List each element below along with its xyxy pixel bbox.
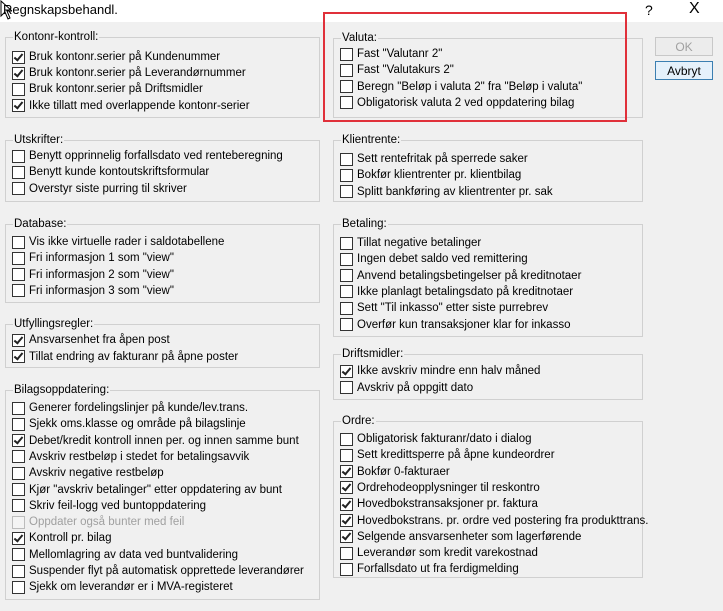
window-title: Regnskapsbehandl. [3, 2, 118, 17]
checkbox-unchecked-icon[interactable] [340, 449, 353, 462]
checkbox-betaling-1[interactable] [340, 235, 481, 251]
checkbox-label: Sett kredittsperre på åpne kundeordrer [357, 449, 555, 462]
checkbox-label: Sett rentefritak på sperrede saker [357, 153, 528, 165]
checkbox-label: Ikke tillatt med overlappende kontonr-serier [29, 99, 250, 112]
checkbox-kontonr-4[interactable] [12, 98, 250, 114]
checkbox-database-2[interactable] [12, 250, 174, 266]
checkbox-bilagsoppdatering-1[interactable] [12, 400, 248, 416]
checkbox-unchecked-icon[interactable] [340, 302, 353, 315]
cancel-button[interactable]: Avbryt [655, 61, 713, 80]
checkbox-checked-icon[interactable] [340, 481, 353, 494]
checkbox-unchecked-icon[interactable] [12, 268, 25, 281]
checkbox-checked-icon[interactable] [340, 465, 353, 478]
checkbox-unchecked-icon[interactable] [340, 169, 353, 182]
checkbox-checked-icon[interactable] [340, 498, 353, 511]
checkbox-unchecked-icon[interactable] [340, 269, 353, 282]
checkbox-label: Avskriv negative restbeløp [29, 467, 164, 480]
checkbox-unchecked-icon[interactable] [12, 236, 25, 249]
checkbox-unchecked-icon[interactable] [340, 547, 353, 560]
checkbox-unchecked-icon[interactable] [12, 83, 25, 96]
checkbox-driftsmidler-2[interactable] [340, 380, 473, 396]
checkbox-label: Splitt bankføring av klientrenter pr. sak [357, 185, 553, 198]
checkbox-bilagsoppdatering-12[interactable] [12, 579, 233, 595]
checkbox-label: Forfallsdato ut fra ferdigmelding [357, 563, 519, 576]
checkbox-bilagsoppdatering-10[interactable] [12, 547, 238, 563]
checkbox-ordre-9[interactable] [340, 561, 519, 577]
checkbox-checked-icon[interactable] [12, 51, 25, 64]
group-label: Database: [14, 218, 67, 230]
checkbox-kontonr-1[interactable] [12, 49, 220, 65]
checkbox-label: Ansvarsenhet fra åpen post [29, 334, 170, 346]
checkbox-bilagsoppdatering-4[interactable] [12, 449, 249, 465]
checkbox-label: Fast "Valutakurs 2" [357, 64, 454, 77]
checkbox-label: Leverandør som kredit varekostnad [357, 547, 538, 560]
group-label: Driftsmidler: [342, 348, 404, 360]
checkbox-label: Beregn "Beløp i valuta 2" fra "Beløp i valuta" [357, 80, 583, 93]
checkbox-klientrente-1[interactable] [340, 151, 528, 167]
checkbox-checked-icon[interactable] [12, 434, 25, 447]
checkbox-label: Bruk kontonr.serier på Kundenummer [29, 51, 221, 63]
checkbox-label: Vis ikke virtuelle rader i saldotabellene [29, 236, 225, 248]
checkbox-unchecked-icon[interactable] [340, 253, 353, 266]
checkbox-label: Selgende ansvarsenheter som lagerførende [357, 530, 582, 543]
checkbox-betaling-2[interactable] [340, 251, 528, 267]
checkbox-label: Overfør kun transaksjoner klar for inkasso [357, 318, 571, 331]
checkbox-checked-icon[interactable] [12, 67, 25, 80]
checkbox-label: Ingen debet saldo ved remittering [357, 253, 528, 266]
group-label: Kontonr-kontroll: [14, 31, 99, 43]
checkbox-bilagsoppdatering-7[interactable] [12, 498, 206, 514]
checkbox-checked-icon[interactable] [340, 514, 353, 527]
checkbox-bilagsoppdatering-3[interactable] [12, 433, 299, 449]
checkbox-bilagsoppdatering-9[interactable] [12, 530, 111, 546]
checkbox-checked-icon[interactable] [12, 532, 25, 545]
checkbox-unchecked-icon[interactable] [340, 185, 353, 198]
group-label: Valuta: [342, 32, 377, 44]
checkbox-unchecked-icon[interactable] [340, 153, 353, 166]
checkbox-ordre-5[interactable] [340, 496, 538, 512]
checkbox-ordre-8[interactable] [340, 545, 538, 561]
checkbox-database-1[interactable] [12, 234, 224, 250]
checkbox-label: Tillat endring av fakturanr på åpne poster [29, 350, 239, 363]
checkbox-label: Hovedbokstrans. pr. ordre ved postering fra produkttrans. [357, 514, 649, 527]
checkbox-bilagsoppdatering-11[interactable] [12, 563, 304, 579]
checkbox-unchecked-icon[interactable] [340, 318, 353, 331]
checkbox-ordre-3[interactable] [340, 464, 450, 480]
checkbox-utfyllingsregler-1[interactable] [12, 332, 170, 348]
group-label: Betaling: [342, 218, 387, 230]
checkbox-utskrifter-2[interactable] [12, 164, 209, 180]
group-label: Utskrifter: [14, 134, 64, 146]
checkbox-label: Debet/kredit kontroll innen per. og innen samme bunt [29, 434, 299, 447]
checkbox-label: Avskriv på oppgitt dato [357, 381, 474, 394]
checkbox-kontonr-3[interactable] [12, 81, 203, 97]
checkbox-label: Fast "Valutanr 2" [357, 48, 443, 60]
checkbox-label: Fri informasjon 2 som "view" [29, 268, 174, 281]
checkbox-ordre-1[interactable] [340, 431, 532, 447]
ok-button[interactable]: OK [655, 37, 713, 56]
help-icon[interactable]: ? [645, 2, 653, 18]
checkbox-checked-icon[interactable] [12, 334, 25, 347]
checkbox-ordre-6[interactable] [340, 513, 649, 529]
checkbox-label: Bruk kontonr.serier på Leverandørnummer [29, 67, 246, 80]
group-label: Bilagsoppdatering: [14, 384, 110, 396]
checkbox-label: Benytt opprinnelig forfallsdato ved renteberegning [29, 150, 283, 162]
checkbox-label: Kontroll pr. bilag [29, 532, 112, 545]
checkbox-betaling-4[interactable] [340, 284, 573, 300]
checkbox-betaling-3[interactable] [340, 268, 581, 284]
checkbox-unchecked-icon[interactable] [12, 467, 25, 480]
checkbox-unchecked-icon[interactable] [12, 150, 25, 163]
checkbox-checked-icon[interactable] [12, 350, 25, 363]
checkbox-label: Mellomlagring av data ved buntvalidering [29, 548, 239, 561]
checkbox-label: Bokfør 0-fakturaer [357, 465, 450, 478]
checkbox-unchecked-icon[interactable] [340, 433, 353, 446]
checkbox-utfyllingsregler-2[interactable] [12, 349, 238, 365]
checkbox-bilagsoppdatering-5[interactable] [12, 465, 164, 481]
checkbox-label: Generer fordelingslinjer på kunde/lev.trans. [29, 402, 249, 414]
checkbox-driftsmidler-1[interactable] [340, 363, 540, 379]
checkbox-label: Sett "Til inkasso" etter siste purrebrev [357, 302, 549, 315]
checkbox-unchecked-icon[interactable] [340, 285, 353, 298]
checkbox-label: Overstyr siste purring til skriver [29, 182, 187, 195]
group-label: Utfyllingsregler: [14, 318, 94, 330]
checkbox-ordre-2[interactable] [340, 447, 555, 463]
checkbox-unchecked-icon[interactable] [12, 565, 25, 578]
checkbox-ordre-7[interactable] [340, 529, 581, 545]
checkbox-label: Bruk kontonr.serier på Driftsmidler [29, 83, 203, 96]
checkbox-ordre-4[interactable] [340, 480, 540, 496]
checkbox-unchecked-icon[interactable] [340, 381, 353, 394]
checkbox-unchecked-icon[interactable] [12, 418, 25, 431]
checkbox-unchecked-icon[interactable] [340, 563, 353, 576]
checkbox-label: Ikke planlagt betalingsdato på kreditnotaer [357, 285, 574, 298]
checkbox-label: Fri informasjon 3 som "view" [29, 284, 174, 297]
close-icon[interactable]: X [689, 0, 700, 17]
checkbox-checked-icon[interactable] [340, 365, 353, 378]
checkbox-unchecked-icon[interactable] [12, 252, 25, 265]
checkbox-unchecked-icon[interactable] [12, 581, 25, 594]
checkbox-bilagsoppdatering-2[interactable] [12, 416, 246, 432]
checkbox-label: Bokfør klientrenter pr. klientbilag [357, 169, 522, 182]
checkbox-label: Obligatorisk fakturanr/dato i dialog [357, 433, 532, 445]
checkbox-unchecked-icon[interactable] [12, 284, 25, 297]
checkbox-klientrente-2[interactable] [340, 167, 521, 183]
checkbox-unchecked-icon[interactable] [12, 450, 25, 463]
checkbox-utskrifter-1[interactable] [12, 148, 283, 164]
checkbox-label: Avskriv restbeløp i stedet for betalingsavvik [29, 450, 250, 463]
checkbox-unchecked-icon [12, 516, 25, 529]
checkbox-label: Benytt kunde kontoutskriftsformular [29, 166, 210, 179]
group-label: Klientrente: [342, 134, 401, 146]
checkbox-betaling-6[interactable] [340, 317, 570, 333]
checkbox-label: Ikke avskriv mindre enn halv måned [357, 365, 541, 377]
checkbox-database-4[interactable] [12, 283, 174, 299]
checkbox-betaling-5[interactable] [340, 300, 548, 316]
checkbox-checked-icon[interactable] [340, 530, 353, 543]
checkbox-label: Kjør "avskriv betalinger" etter oppdatering av bunt [29, 483, 282, 496]
checkbox-label: Obligatorisk valuta 2 ved oppdatering bilag [357, 96, 575, 109]
checkbox-klientrente-3[interactable] [340, 184, 553, 200]
checkbox-label: Oppdater også bunter med feil [29, 516, 185, 529]
checkbox-unchecked-icon[interactable] [340, 237, 353, 250]
checkbox-label: Ordrehodeopplysninger til reskontro [357, 481, 540, 494]
checkbox-label: Sjekk om leverandør er i MVA-registeret [29, 581, 233, 594]
group-label: Ordre: [342, 415, 375, 427]
checkbox-checked-icon[interactable] [12, 99, 25, 112]
checkbox-label: Fri informasjon 1 som "view" [29, 252, 174, 265]
checkbox-unchecked-icon[interactable] [12, 483, 25, 496]
checkbox-label: Skriv feil-logg ved buntoppdatering [29, 499, 207, 512]
checkbox-database-3[interactable] [12, 267, 174, 283]
checkbox-bilagsoppdatering-8 [12, 514, 184, 530]
checkbox-utskrifter-3[interactable] [12, 181, 187, 197]
checkbox-label: Anvend betalingsbetingelser på kreditnotaer [357, 269, 582, 282]
checkbox-unchecked-icon[interactable] [12, 548, 25, 561]
highlight-rectangle [323, 12, 627, 122]
checkbox-kontonr-2[interactable] [12, 65, 246, 81]
checkbox-unchecked-icon[interactable] [12, 499, 25, 512]
checkbox-bilagsoppdatering-6[interactable] [12, 482, 282, 498]
checkbox-unchecked-icon[interactable] [12, 166, 25, 179]
checkbox-label: Hovedbokstransaksjoner pr. faktura [357, 498, 538, 511]
checkbox-label: Sjekk oms.klasse og område på bilagslinje [29, 418, 246, 431]
checkbox-unchecked-icon[interactable] [12, 402, 25, 415]
checkbox-label: Tillat negative betalinger [357, 237, 482, 249]
checkbox-unchecked-icon[interactable] [12, 182, 25, 195]
checkbox-label: Suspender flyt på automatisk opprettede leverandører [29, 565, 304, 577]
